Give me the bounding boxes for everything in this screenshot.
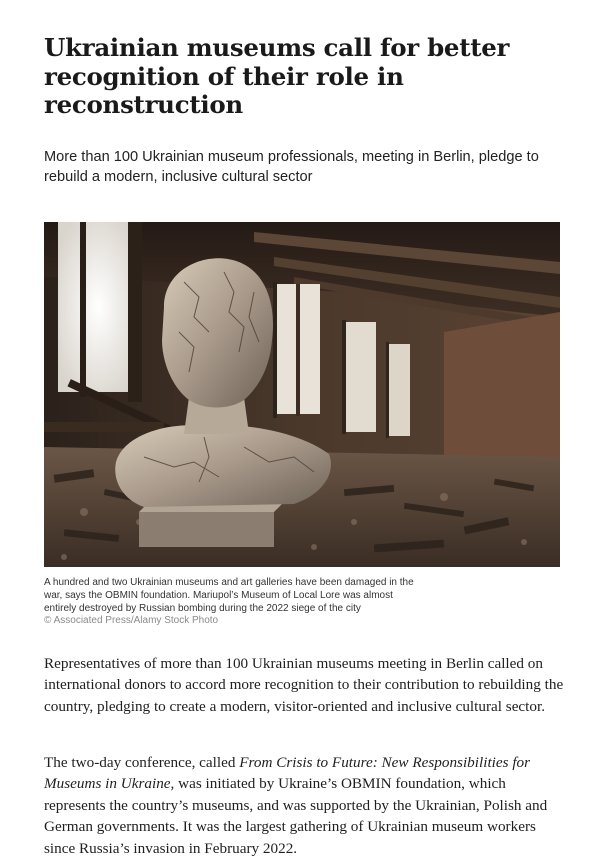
body-paragraph-2 bbox=[44, 752, 566, 859]
photo-caption bbox=[44, 577, 424, 628]
conference-title: From Crisis to Future: New Responsibilities for Museums in Ukraine bbox=[44, 754, 531, 793]
paragraph-2-intro: The two-day conference, called bbox=[44, 754, 240, 771]
article-headline: Ukrainian museums call for better recognition of their role in reconstruction bbox=[44, 33, 510, 119]
article-photo bbox=[44, 222, 560, 567]
paragraph-2-rest: , was initiated by Ukraine’s OBMIN foundation, which represents the country’s museums, and was supported by the Ukrainian, Polish and German governments. It was the largest gathering of Ukrainian museum workers since Russia’s invasion in February 2022. bbox=[44, 775, 548, 857]
photo-credit: © Associated Press/Alamy Stock Photo bbox=[44, 615, 219, 627]
caption-text: A hundred and two Ukrainian museums and art galleries have been damaged in the war, says the OBMIN foundation. Mariupol’s Museum of Local Lore was almost entirely destroyed by Russian bombing during the 2022 siege of the city bbox=[44, 577, 414, 614]
body-paragraph-1: Representatives of more than 100 Ukrainian museums meeting in Berlin called on international donors to accord more recognition to their contribution to rebuilding the country, pledging to create a modern, visitor-oriented and inclusive cultural sector. bbox=[44, 655, 564, 715]
article-standfirst: More than 100 Ukrainian museum professionals, meeting in Berlin, pledge to rebuild a modern, inclusive cultural sector bbox=[44, 149, 539, 185]
